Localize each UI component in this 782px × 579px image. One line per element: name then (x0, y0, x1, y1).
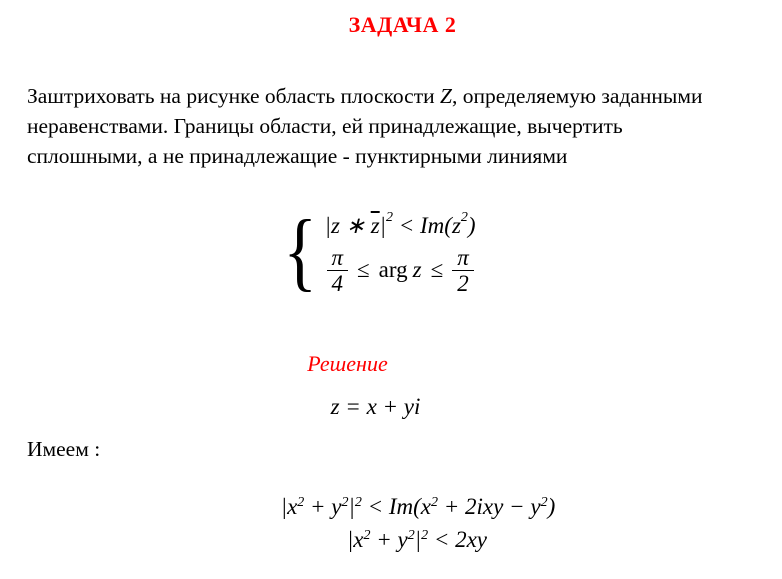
have-label: Имеем : (27, 437, 101, 461)
fraction-numerator: π (457, 244, 469, 270)
math-token: | (414, 527, 422, 552)
system-line-2 (327, 245, 474, 296)
math-token: ) (467, 212, 476, 238)
problem-title: ЗАДАЧА 2 (348, 12, 457, 37)
fraction-pi-4 (327, 245, 349, 296)
superscript: 2 (407, 528, 415, 543)
derivation-line-2 (30, 501, 781, 579)
inequality-system-body (279, 203, 476, 300)
z-variable: z (412, 257, 422, 282)
math-token: + y (304, 494, 342, 519)
statement-text-after: , определяемую заданными неравенствами. Границы области, ей принадлежащие, вычертить сплошными, а не принадлежащие - пунктирными линиями (27, 84, 703, 168)
solution-label: Решение (307, 351, 388, 376)
superscript: 2 (354, 495, 362, 510)
superscript: 2 (460, 209, 468, 225)
math-token: |x (346, 527, 364, 552)
superscript: 2 (386, 209, 393, 225)
math-token: ) (547, 494, 556, 519)
z-conjugate: $\overline{z}$ (370, 212, 380, 238)
substitution-equation: z = x + yi (330, 394, 421, 419)
fraction-denominator: 2 (452, 270, 474, 296)
superscript: 2 (421, 528, 429, 543)
math-token: | (348, 494, 355, 519)
fraction-numerator: π (331, 244, 344, 270)
leq-symbol: ≤ (430, 257, 444, 282)
math-token: + y (370, 527, 408, 552)
fraction-denominator: 4 (327, 270, 349, 296)
math-token: | (379, 212, 386, 238)
system-brace: { (283, 203, 318, 300)
math-token: + 2ixy − y (438, 494, 541, 519)
superscript: 2 (363, 528, 371, 543)
system-line-1 (325, 209, 476, 243)
superscript: 2 (540, 495, 548, 510)
arg-function: arg (378, 257, 408, 282)
problem-statement (27, 81, 733, 171)
inequality-system (0, 203, 751, 300)
math-token: < Im(z (393, 212, 461, 238)
math-token: |x (280, 494, 298, 519)
superscript: 2 (341, 495, 349, 510)
math-token: |z ∗ (324, 212, 371, 238)
math-token: < Im(x (361, 494, 432, 519)
math-token: < 2xy (428, 527, 488, 552)
plane-z-symbol: Z (439, 84, 452, 108)
fraction-pi-2 (452, 245, 474, 296)
system-rows (325, 209, 476, 296)
superscript: 2 (297, 495, 305, 510)
statement-text-before: Заштриховать на рисунке область плоскости (27, 84, 440, 108)
leq-symbol: ≤ (357, 257, 370, 282)
superscript: 2 (431, 495, 439, 510)
